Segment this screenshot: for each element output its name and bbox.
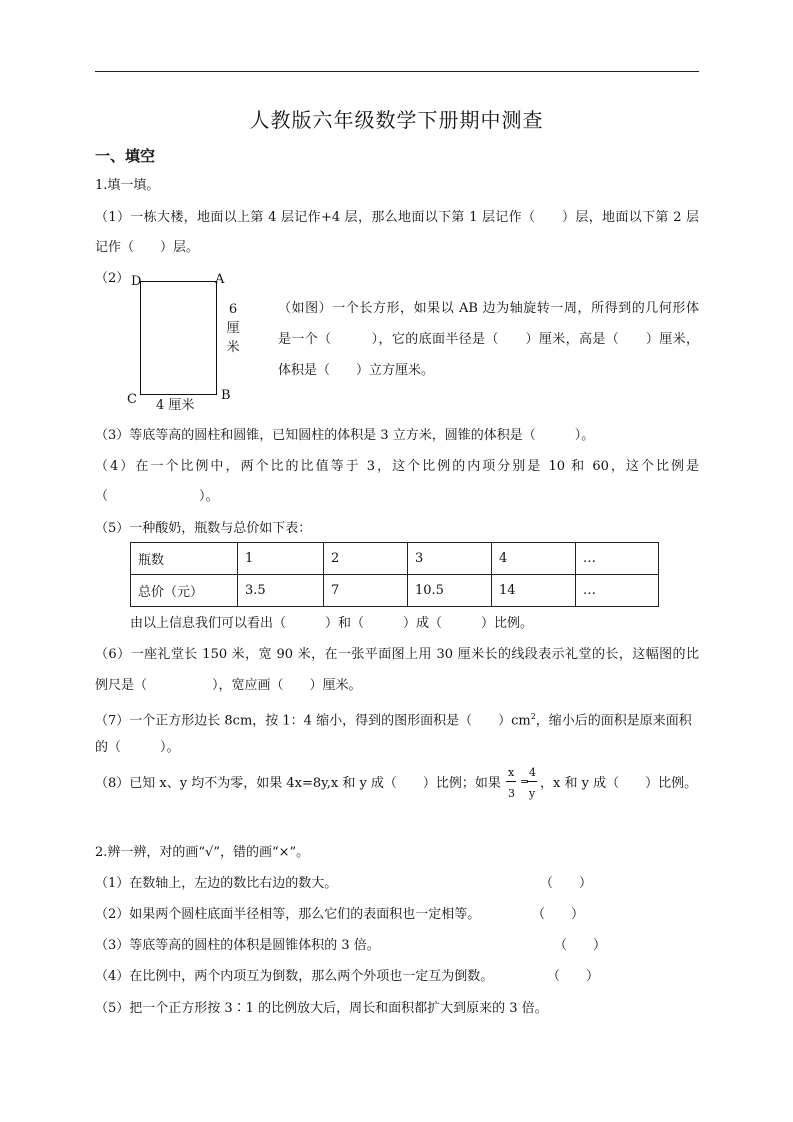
- page-title: 人教版六年级数学下册期中测查: [249, 108, 544, 132]
- q1-item-4-line-2: （ ）。: [95, 489, 219, 504]
- fraction-bar-y: [527, 781, 537, 782]
- vertex-d-label: D: [131, 274, 142, 289]
- table-cell: 4: [492, 543, 576, 575]
- q1-item-5-conclusion: 由以上信息我们可以看出（ ）和（ ）成（ ）比例。: [130, 616, 534, 631]
- q2-item-3: （3）等底等高的圆柱的体积是圆锥体积的 3 倍。: [95, 938, 380, 953]
- q2-item-4: （4）在比例中，两个内项互为倒数，那么两个外项也一定互为倒数。: [95, 969, 494, 984]
- table-cell: 2: [324, 543, 408, 575]
- q1-item-8-text-b: ，x 和 y 成（ ）比例。: [540, 776, 698, 791]
- table-row: [131, 543, 659, 575]
- fraction-x-numerator: x: [508, 766, 515, 779]
- vertex-b-label: B: [221, 388, 231, 403]
- table-cell: 总价（元）: [131, 575, 238, 607]
- q2-item-5: （5）把一个正方形按 3∶1 的比例放大后，周长和面积都扩大到原来的 3 倍。: [95, 1001, 548, 1016]
- yogurt-price-table: [130, 542, 659, 607]
- side-length-label-vertical: [223, 300, 243, 357]
- table-cell: 瓶数: [131, 543, 238, 575]
- q1-item-7-line-1: [95, 708, 699, 730]
- q1-item-4-line-1: （4）在一个比例中，两个比的比值等于 3，这个比例的内项分别是 10 和 60，这个比例是: [95, 459, 699, 474]
- q2-item-3-answer-blank: （ ）: [554, 938, 607, 953]
- q1-item-1-line-2: 记作（ ）层。: [95, 240, 200, 255]
- fraction-x-denominator: 3: [508, 787, 515, 800]
- rectangle-shape: [140, 281, 217, 395]
- q1-item-6-line-1: （6）一座礼堂长 150 米，宽 90 米，在一张平面图上用 30 厘米长的线段表示礼堂的长，这幅图的比: [95, 647, 699, 662]
- side-length-unit-1: 厘: [226, 321, 240, 336]
- q2-item-4-answer-blank: （ ）: [547, 969, 600, 984]
- fraction-bar-x: [506, 781, 516, 782]
- q1-item-7-line-2: 的（ ）。: [95, 740, 180, 755]
- q2-item-1-answer-blank: （ ）: [540, 876, 593, 891]
- table-cell: …: [576, 543, 659, 575]
- table-cell: 10.5: [408, 575, 492, 607]
- question-2-heading: 2.辨一辨，对的画“√”，错的画“×”。: [95, 845, 310, 860]
- q1-item-6-line-2: 例尺是（ ），宽应画（ ）厘米。: [95, 678, 362, 693]
- equals-sign: =: [520, 775, 530, 788]
- section-heading: 一、填空: [95, 147, 156, 165]
- table-cell: 3.5: [238, 575, 324, 607]
- side-length-label-horizontal: 4 厘米: [156, 398, 195, 413]
- table-cell: 14: [492, 575, 576, 607]
- q1-item-7-text-a: （7）一个正方形边长 8cm，按 1：4 缩小，得到的图形面积是（ ）cm: [95, 713, 531, 729]
- fraction-y-denominator: y: [529, 787, 536, 800]
- question-1-heading: 1.填一填。: [95, 178, 160, 193]
- q1-item-1-line-1: （1）一栋大楼，地面以上第 4 层记作+4 层，那么地面以下第 1 层记作（ ）层，地面以下第 2 层: [95, 210, 699, 225]
- rectangle-diagram: [125, 272, 245, 417]
- q1-item-2-line-2: 是一个（ ），它的底面半径是（ ）厘米，高是（ ）厘米，: [278, 332, 699, 347]
- q2-item-1: （1）在数轴上，左边的数比右边的数大。: [95, 876, 338, 891]
- table-cell: 7: [324, 575, 408, 607]
- fraction-y-numerator: 4: [529, 766, 536, 779]
- side-length-unit-2: 米: [226, 340, 240, 355]
- q1-item-2-number: （2）: [95, 271, 130, 286]
- q1-item-7-text-b: ，缩小后的面积是原来面积: [535, 713, 692, 729]
- q1-item-2-line-1: （如图）一个长方形，如果以 AB 边为轴旋转一周，所得到的几何形体: [278, 301, 699, 316]
- table-cell: …: [576, 575, 659, 607]
- q1-item-2-line-3: 体积是（ ）立方厘米。: [278, 363, 435, 378]
- side-length-digit: 6: [228, 302, 238, 317]
- header-rule: [95, 71, 699, 72]
- superscript-exponent: 2: [530, 712, 536, 721]
- vertex-c-label: C: [127, 392, 137, 407]
- q1-item-8-text-a: （8）已知 x、y 均不为零，如果 4x=8y,x 和 y 成（ ）比例；如果: [95, 776, 501, 791]
- q2-item-2-answer-blank: （ ）: [532, 907, 585, 922]
- q1-item-3: （3）等底等高的圆柱和圆锥，已知圆柱的体积是 3 立方米，圆锥的体积是（ ）。: [95, 428, 595, 443]
- q1-item-5: （5）一种酸奶，瓶数与总价如下表：: [95, 521, 312, 536]
- table-row: [131, 575, 659, 607]
- vertex-a-label: A: [215, 272, 225, 287]
- table-cell: 3: [408, 543, 492, 575]
- q2-item-2: （2）如果两个圆柱底面半径相等，那么它们的表面积也一定相等。: [95, 907, 481, 922]
- table-cell: 1: [238, 543, 324, 575]
